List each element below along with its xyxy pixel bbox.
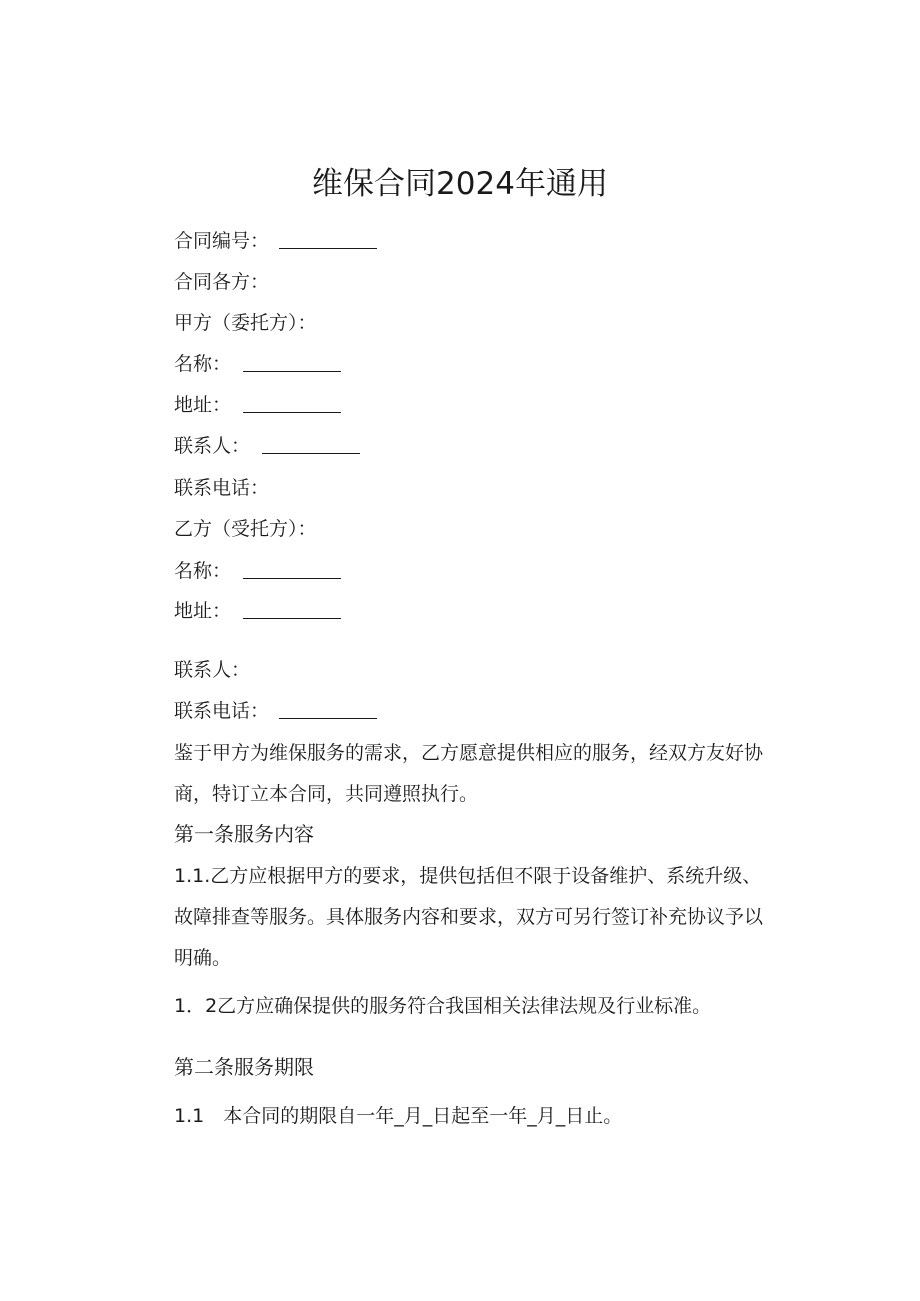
party-a-address-line <box>174 391 341 419</box>
party-a-address-blank[interactable] <box>243 394 341 413</box>
contract-number-label: 合同编号： <box>174 230 270 252</box>
party-a-name-blank[interactable] <box>243 353 341 372</box>
article-2-clause-1: 1.1 本合同的期限自一年_月_日起至一年_月_日止。 <box>174 1105 623 1127</box>
contract-number-blank[interactable] <box>279 230 377 249</box>
party-b-address-label: 地址： <box>174 600 232 622</box>
party-b-address-blank[interactable] <box>243 600 341 619</box>
document-title: 维保合同2024年通用 <box>312 166 608 202</box>
parties-heading: 合同各方： <box>174 271 270 293</box>
contract-number-line <box>174 227 377 255</box>
party-b-phone-label: 联系电话： <box>174 700 270 722</box>
party-b-heading: 乙方（受托方）： <box>174 518 317 540</box>
article-1-clause-2: 1．2乙方应确保提供的服务符合我国相关法律法规及行业标准。 <box>174 995 712 1017</box>
party-b-name-label: 名称： <box>174 560 232 582</box>
party-a-name-line <box>174 350 341 378</box>
party-b-name-blank[interactable] <box>243 560 341 579</box>
article-2-heading: 第二条服务期限 <box>174 1055 314 1079</box>
party-b-phone-line <box>174 697 377 725</box>
party-a-contact-label: 联系人： <box>174 435 251 457</box>
party-b-address-line <box>174 597 341 625</box>
article-1-clause-1: 1.1.乙方应根据甲方的要求，提供包括但不限于设备维护、系统升级、故障排查等服务。具体服务内容和要求，双方可另行签订补充协议予以明确。 <box>174 865 764 969</box>
party-b-name-line <box>174 557 341 585</box>
party-b-phone-blank[interactable] <box>279 700 377 719</box>
preamble-paragraph: 鉴于甲方为维保服务的需求，乙方愿意提供相应的服务，经双方友好协商，特订立本合同，共同遵照执行。 <box>174 742 764 805</box>
party-b-contact-line: 联系人： <box>174 659 251 681</box>
party-a-contact-line <box>174 432 360 460</box>
party-a-name-label: 名称： <box>174 353 232 375</box>
article-1-heading: 第一条服务内容 <box>174 822 314 846</box>
party-a-address-label: 地址： <box>174 394 232 416</box>
party-a-phone-line: 联系电话： <box>174 477 270 499</box>
party-a-heading: 甲方（委托方）： <box>174 312 317 334</box>
party-a-contact-blank[interactable] <box>262 435 360 454</box>
